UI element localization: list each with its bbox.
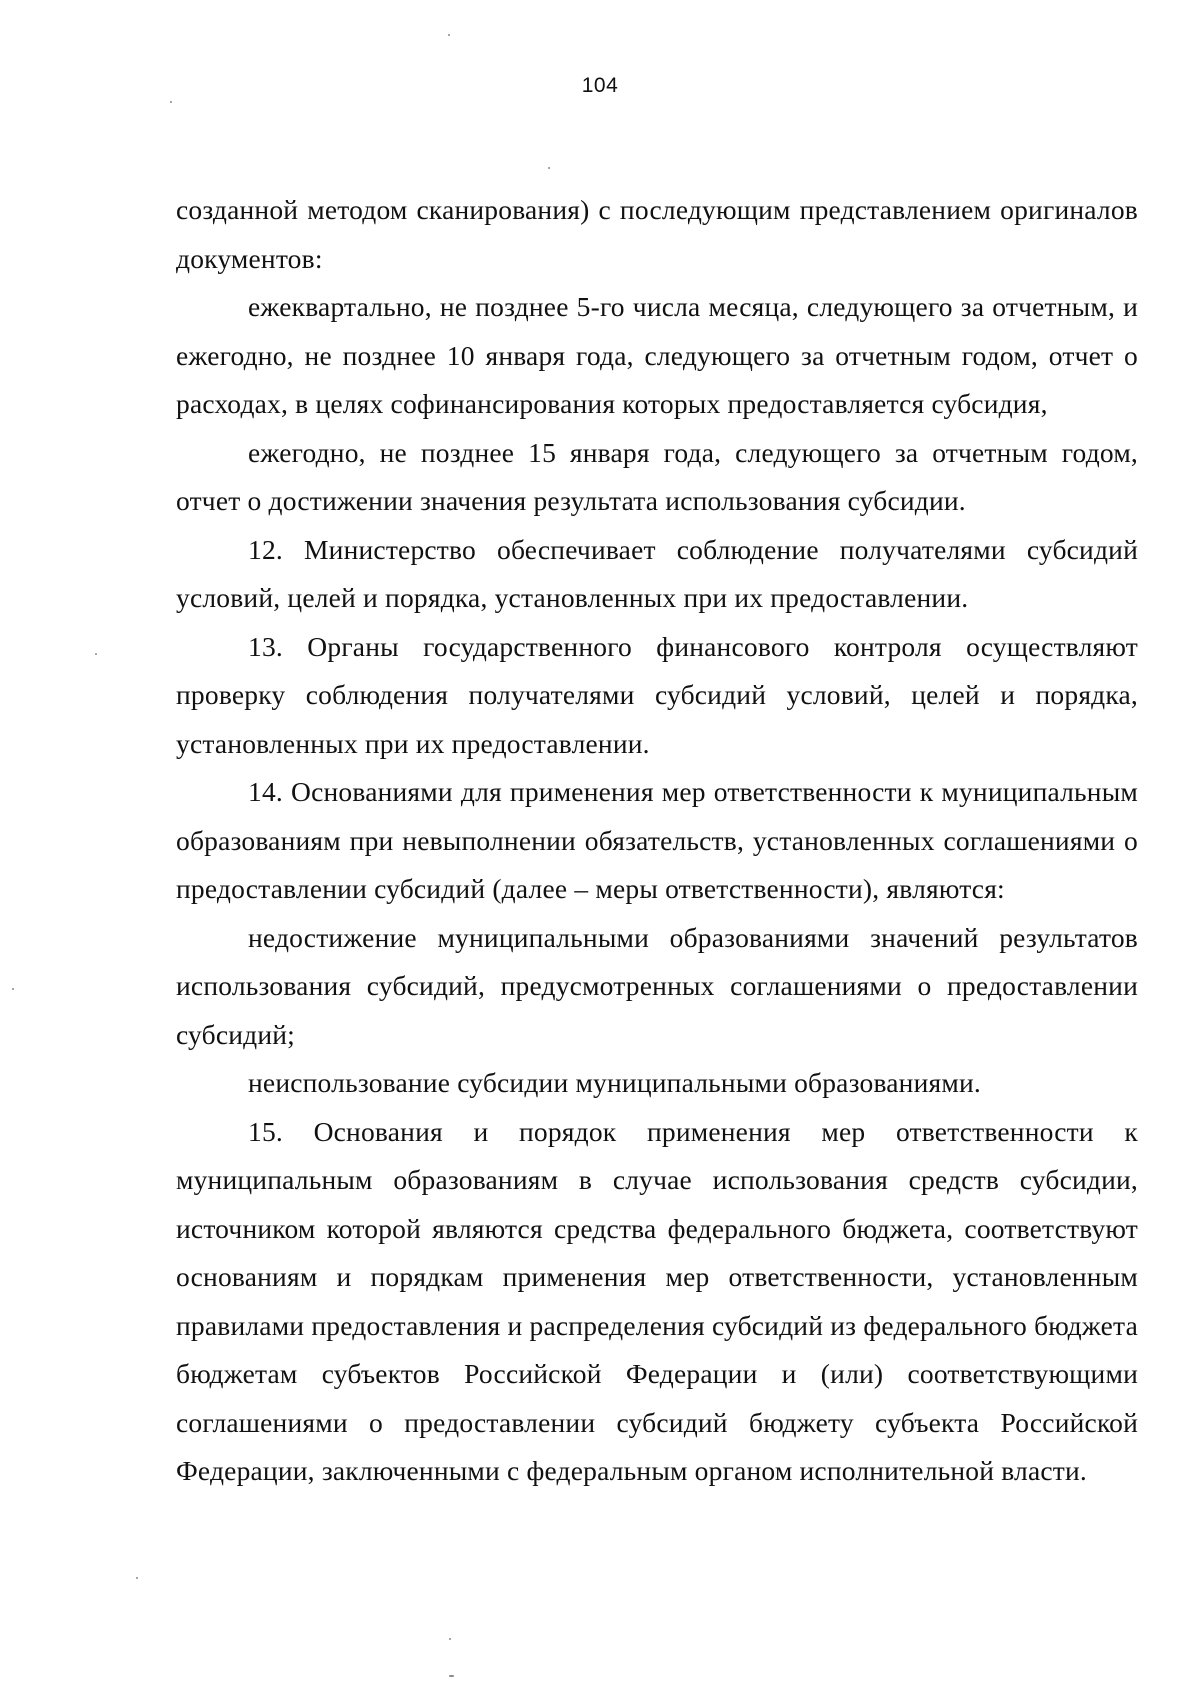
scan-speck xyxy=(12,988,14,990)
scan-speck xyxy=(449,1675,454,1677)
paragraph-non-use: неиспользование субсидии муниципальными образованиями. xyxy=(248,1067,981,1098)
paragraph-continuation: созданной методом сканирования) с последующим представлением оригиналов документов: xyxy=(176,194,1138,274)
paragraph-item-14: 14. Основаниями для применения мер ответственности к муниципальным образованиям при невыполнении обязательств, установленных соглашениями о предоставлении субсидий (далее – меры ответственности), являются: xyxy=(176,776,1138,904)
scan-speck xyxy=(548,167,550,169)
scan-speck xyxy=(448,34,450,36)
scan-speck xyxy=(449,1638,451,1640)
paragraph-annual-report: ежегодно, не позднее 15 января года, следующего за отчетным годом, отчет о достижении значения результата использования субсидии. xyxy=(176,436,1138,516)
paragraph-non-achievement: недостижение муниципальными образованиями значений результатов использования субсидий, предусмотренных соглашениями о предоставлении субсидий; xyxy=(176,921,1138,1050)
paragraph-item-15: 15. Основания и порядок применения мер ответственности к муниципальным образованиям в случае использования средств субсидии, источником которой являются средства федерального бюджета, соответствуют основаниям и порядкам применения мер ответственности, установленным правилами предоставления и распределения субсидий из федерального бюджета бюджетам субъектов Российской Федерации и (или) соответствующими соглашениями о предоставлении субсидий бюджету субъекта Российской Федерации, заключенными с федеральным органом исполнительной власти. xyxy=(176,1115,1138,1486)
paragraph-quarterly-report: ежеквартально, не позднее 5-го числа месяца, следующего за отчетным, и ежегодно, не позднее 10 января года, следующего за отчетным годом, отчет о расходах, в целях софинансирования которых предоставляется субсидия, xyxy=(176,291,1138,419)
scan-speck xyxy=(136,1577,138,1579)
page-number: 104 xyxy=(581,74,619,97)
paragraph-item-13: 13. Органы государственного финансового контроля осуществляют проверку соблюдения получателями субсидий условий, целей и порядка, установленных при их предоставлении. xyxy=(176,630,1138,759)
scan-speck xyxy=(95,653,97,655)
scan-speck xyxy=(170,101,172,103)
paragraph-item-12: 12. Министерство обеспечивает соблюдение получателями субсидий условий, целей и порядка, установленных при их предоставлении. xyxy=(176,533,1138,613)
document-body xyxy=(176,186,1138,1496)
